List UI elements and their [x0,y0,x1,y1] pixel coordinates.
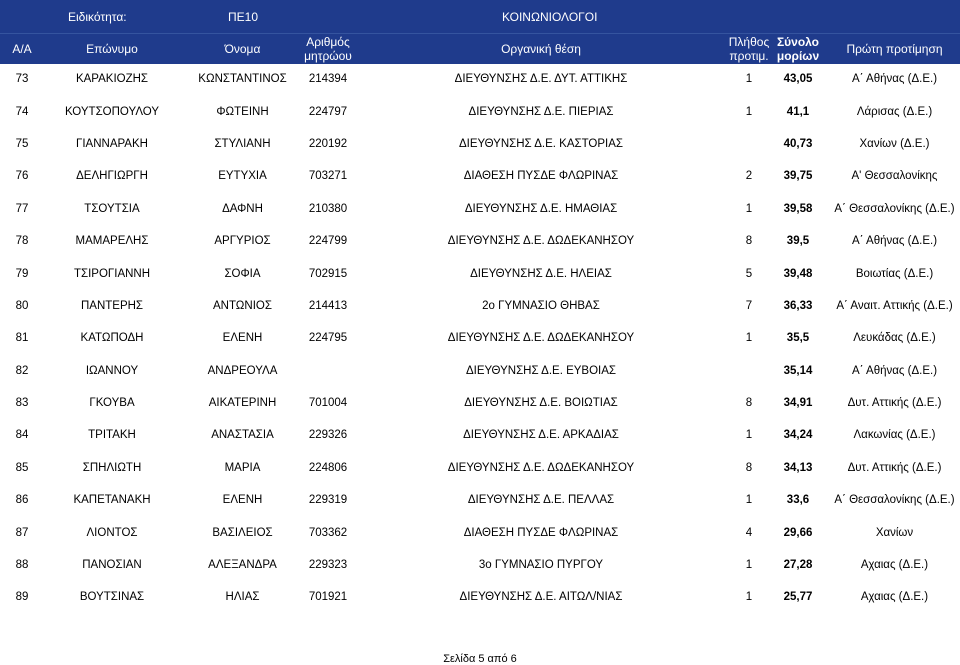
table-row [0,290,960,322]
specialty-label: Ειδικότητα: [68,10,127,24]
first-name-cell: ΕΥΤΥΧΙΑ [218,170,267,183]
registry-number-cell: 220192 [308,137,348,150]
unit-cell: ΔΙΕΥΘΥΝΣΗΣ Δ.Ε. ΗΜΑΘΙΑΣ [464,202,618,215]
preferences-count-cell: 1 [745,202,753,215]
table-row [0,355,960,387]
preferences-count-cell: 5 [745,267,753,280]
registry-number-cell: 703271 [308,170,348,183]
first-name-cell: ΑΛΕΞΑΝΔΡΑ [208,559,277,572]
surname-cell: ΚΑΤΩΠΟΔΗ [80,332,144,345]
registry-number-cell: 210380 [308,202,348,215]
total-points-cell: 27,28 [783,559,813,572]
surname-cell: ΔΕΛΗΓΙΩΡΓΗ [76,170,148,183]
registry-number-cell: 224795 [308,332,348,345]
first-preference-cell: Α΄ Αναιτ. Αττικής (Δ.Ε.) [836,299,953,312]
surname-cell: ΤΣΟΥΤΣΙΑ [84,202,140,215]
table-row [0,322,960,354]
table-row [0,128,960,160]
first-name-cell: ΑΙΚΑΤΕΡΙΝΗ [208,397,277,410]
first-name-cell: ΑΝΔΡΕΟΥΛΑ [207,364,278,377]
total-points-cell: 39,48 [783,267,813,280]
table-row [0,225,960,257]
preferences-count-cell: 2 [745,170,753,183]
first-preference-cell: Δυτ. Αττικής (Δ.Ε.) [847,397,942,410]
preferences-count-cell: 1 [745,429,753,442]
table-row [0,516,960,548]
unit-cell: ΔΙΕΥΘΥΝΣΗΣ Δ.Ε. ΑΙΤΩΛ/ΝΙΑΣ [459,591,623,604]
first-name-cell: ΦΩΤΕΙΝΗ [216,105,269,118]
table-row [0,63,960,95]
header-aa: Α/Α [12,42,32,56]
surname-cell: ΛΙΟΝΤΟΣ [86,526,138,539]
table-row [0,549,960,581]
surname-cell: ΤΣΙΡΟΓΙΑΝΝΗ [73,267,151,280]
row-number: 77 [15,202,29,215]
specialty-bar [0,0,960,33]
first-preference-cell: Λάρισας (Δ.Ε.) [856,105,933,118]
table-row [0,160,960,192]
unit-cell: ΔΙΕΥΘΥΝΣΗΣ Δ.Ε. ΠΙΕΡΙΑΣ [468,105,614,118]
row-number: 74 [15,105,29,118]
first-name-cell: ΜΑΡΙΑ [224,461,261,474]
header-registry: Αριθμός μητρώου [304,35,352,63]
preferences-count-cell [731,128,767,160]
table-body [0,63,960,614]
row-number: 84 [15,429,29,442]
registry-number-cell: 229326 [308,429,348,442]
row-number: 89 [15,591,29,604]
surname-cell: ΠΑΝΟΣΙΑΝ [82,559,142,572]
total-points-cell: 25,77 [783,591,813,604]
specialty-code: ΠΕ10 [228,10,259,24]
total-points-cell: 33,6 [786,494,810,507]
preferences-count-cell: 4 [745,526,753,539]
total-points-cell: 34,91 [783,397,813,410]
total-points-cell: 34,13 [783,461,813,474]
surname-cell: ΓΚΟΥΒΑ [89,397,135,410]
first-name-cell: ΑΡΓΥΡΙΟΣ [214,235,271,248]
unit-cell: ΔΙΕΥΘΥΝΣΗΣ Δ.Ε. ΕΥΒΟΙΑΣ [465,364,617,377]
header-surname: Επώνυμο [86,42,138,56]
surname-cell: ΒΟΥΤΣΙΝΑΣ [79,591,145,604]
total-points-cell: 35,14 [783,364,813,377]
first-name-cell: ΣΟΦΙΑ [224,267,261,280]
first-preference-cell: Α΄ Αθήνας (Δ.Ε.) [851,364,938,377]
table-row [0,387,960,419]
table-row [0,193,960,225]
first-preference-cell: Α΄ Θεσσαλονίκης (Δ.Ε.) [834,494,955,507]
row-number: 76 [15,170,29,183]
preferences-count-cell [731,355,767,387]
surname-cell: ΜΑΜΑΡΕΛΗΣ [75,235,149,248]
header-plithos: Πλήθος προτιμ. [728,35,770,63]
preferences-count-cell: 1 [745,73,753,86]
registry-number-cell: 214394 [308,73,348,86]
surname-cell: ΣΠΗΛΙΩΤΗ [82,461,142,474]
total-points-cell: 40,73 [783,137,813,150]
total-points-cell: 43,05 [783,73,813,86]
row-number: 73 [15,73,29,86]
unit-cell: ΔΙΕΥΘΥΝΣΗΣ Δ.Ε. ΚΑΣΤΟΡΙΑΣ [459,137,623,150]
total-points-cell: 35,5 [786,332,810,345]
unit-cell: ΔΙΕΥΘΥΝΣΗΣ Δ.Ε. ΔΩΔΕΚΑΝΗΣΟΥ [447,235,635,248]
surname-cell: ΚΑΠΕΤΑΝΑΚΗ [73,494,151,507]
table-header [0,33,960,64]
total-points-cell: 29,66 [783,526,813,539]
unit-cell: ΔΙΕΥΘΥΝΣΗΣ Δ.Ε. ΔΩΔΕΚΑΝΗΣΟΥ [447,332,635,345]
table-row [0,419,960,451]
row-number: 82 [15,364,29,377]
registry-number-cell: 702915 [308,267,348,280]
registry-number-cell [305,355,351,387]
first-name-cell: ΗΛΙΑΣ [225,591,260,604]
surname-cell: ΙΩΑΝΝΟΥ [85,364,139,377]
unit-cell: 2ο ΓΥΜΝΑΣΙΟ ΘΗΒΑΣ [482,299,600,312]
first-name-cell: ΣΤΥΛΙΑΝΗ [214,137,271,150]
registry-number-cell: 214413 [308,299,348,312]
first-preference-cell: Α' Θεσσαλονίκης [851,170,938,183]
total-points-cell: 41,1 [786,105,810,118]
surname-cell: ΚΑΡΑΚΙΟΖΗΣ [75,73,149,86]
row-number: 78 [15,235,29,248]
row-number: 81 [15,332,29,345]
table-row [0,484,960,516]
unit-cell: ΔΙΕΥΘΥΝΣΗΣ Δ.Ε. ΒΟΙΩΤΙΑΣ [464,397,618,410]
row-number: 79 [15,267,29,280]
registry-number-cell: 229319 [308,494,348,507]
table-row [0,95,960,127]
preferences-count-cell: 8 [745,235,753,248]
unit-cell: ΔΙΕΥΘΥΝΣΗΣ Δ.Ε. ΔΩΔΕΚΑΝΗΣΟΥ [447,461,635,474]
surname-cell: ΓΙΑΝΝΑΡΑΚΗ [76,137,148,150]
first-preference-cell: Α΄ Αθήνας (Δ.Ε.) [851,73,938,86]
first-preference-cell: Αχαιας (Δ.Ε.) [860,559,929,572]
row-number: 88 [15,559,29,572]
registry-number-cell: 229323 [308,559,348,572]
unit-cell: 3ο ΓΥΜΝΑΣΙΟ ΠΥΡΓΟΥ [478,559,604,572]
surname-cell: ΠΑΝΤΕΡΗΣ [80,299,144,312]
table-row [0,581,960,613]
registry-number-cell: 703362 [308,526,348,539]
unit-cell: ΔΙΕΥΘΥΝΣΗΣ Δ.Ε. ΑΡΚΑΔΙΑΣ [463,429,619,442]
header-total: Σύνολο μορίων [776,35,820,63]
first-preference-cell: Αχαιας (Δ.Ε.) [860,591,929,604]
registry-number-cell: 224799 [308,235,348,248]
first-name-cell: ΔΑΦΝΗ [222,202,263,215]
header-name: Όνομα [224,42,261,56]
first-preference-cell: Α΄ Θεσσαλονίκης (Δ.Ε.) [834,202,955,215]
first-name-cell: ΕΛΕΝΗ [222,332,263,345]
registry-number-cell: 224797 [308,105,348,118]
row-number: 75 [15,137,29,150]
row-number: 80 [15,299,29,312]
preferences-count-cell: 1 [745,494,753,507]
page-number: Σελίδα 5 από 6 [443,653,517,665]
unit-cell: ΔΙΑΘΕΣΗ ΠΥΣΔΕ ΦΛΩΡΙΝΑΣ [463,170,619,183]
table-row [0,452,960,484]
registry-number-cell: 701921 [308,591,348,604]
first-preference-cell: Α΄ Αθήνας (Δ.Ε.) [851,235,938,248]
surname-cell: ΤΡΙΤΑΚΗ [88,429,136,442]
first-name-cell: ΑΝΑΣΤΑΣΙΑ [211,429,274,442]
preferences-count-cell: 8 [745,397,753,410]
preferences-count-cell: 1 [745,332,753,345]
first-preference-cell: Χανίων (Δ.Ε.) [859,137,930,150]
unit-cell: ΔΙΕΥΘΥΝΣΗΣ Δ.Ε. ΔΥΤ. ΑΤΤΙΚΗΣ [454,73,628,86]
registry-number-cell: 224806 [308,461,348,474]
total-points-cell: 39,5 [786,235,810,248]
first-preference-cell: Λευκάδας (Δ.Ε.) [853,332,936,345]
surname-cell: ΚΟΥΤΣΟΠΟΥΛΟΥ [64,105,160,118]
total-points-cell: 39,58 [783,202,813,215]
header-unit: Οργανική θέση [501,42,581,56]
first-name-cell: ΒΑΣΙΛΕΙΟΣ [212,526,273,539]
unit-cell: ΔΙΕΥΘΥΝΣΗΣ Δ.Ε. ΗΛΕΙΑΣ [470,267,612,280]
total-points-cell: 36,33 [783,299,813,312]
preferences-count-cell: 1 [745,559,753,572]
first-name-cell: ΑΝΤΩΝΙΟΣ [213,299,272,312]
unit-cell: ΔΙΕΥΘΥΝΣΗΣ Δ.Ε. ΠΕΛΛΑΣ [467,494,615,507]
first-preference-cell: Βοιωτίας (Δ.Ε.) [855,267,934,280]
first-preference-cell: Χανίων [875,526,914,539]
preferences-count-cell: 7 [745,299,753,312]
total-points-cell: 34,24 [783,429,813,442]
preferences-count-cell: 8 [745,461,753,474]
registry-number-cell: 701004 [308,397,348,410]
preferences-count-cell: 1 [745,105,753,118]
first-name-cell: ΚΩΝΣΤΑΝΤΙΝΟΣ [198,73,287,86]
specialty-name: ΚΟΙΝΩΝΙΟΛΟΓΟΙ [502,10,598,24]
table-row [0,257,960,289]
preferences-count-cell: 1 [745,591,753,604]
row-number: 85 [15,461,29,474]
header-preference: Πρώτη προτίμηση [846,42,943,56]
unit-cell: ΔΙΑΘΕΣΗ ΠΥΣΔΕ ΦΛΩΡΙΝΑΣ [463,526,619,539]
first-preference-cell: Δυτ. Αττικής (Δ.Ε.) [847,461,942,474]
first-name-cell: ΕΛΕΝΗ [222,494,263,507]
total-points-cell: 39,75 [783,170,813,183]
row-number: 87 [15,526,29,539]
row-number: 86 [15,494,29,507]
first-preference-cell: Λακωνίας (Δ.Ε.) [853,429,936,442]
row-number: 83 [15,397,29,410]
